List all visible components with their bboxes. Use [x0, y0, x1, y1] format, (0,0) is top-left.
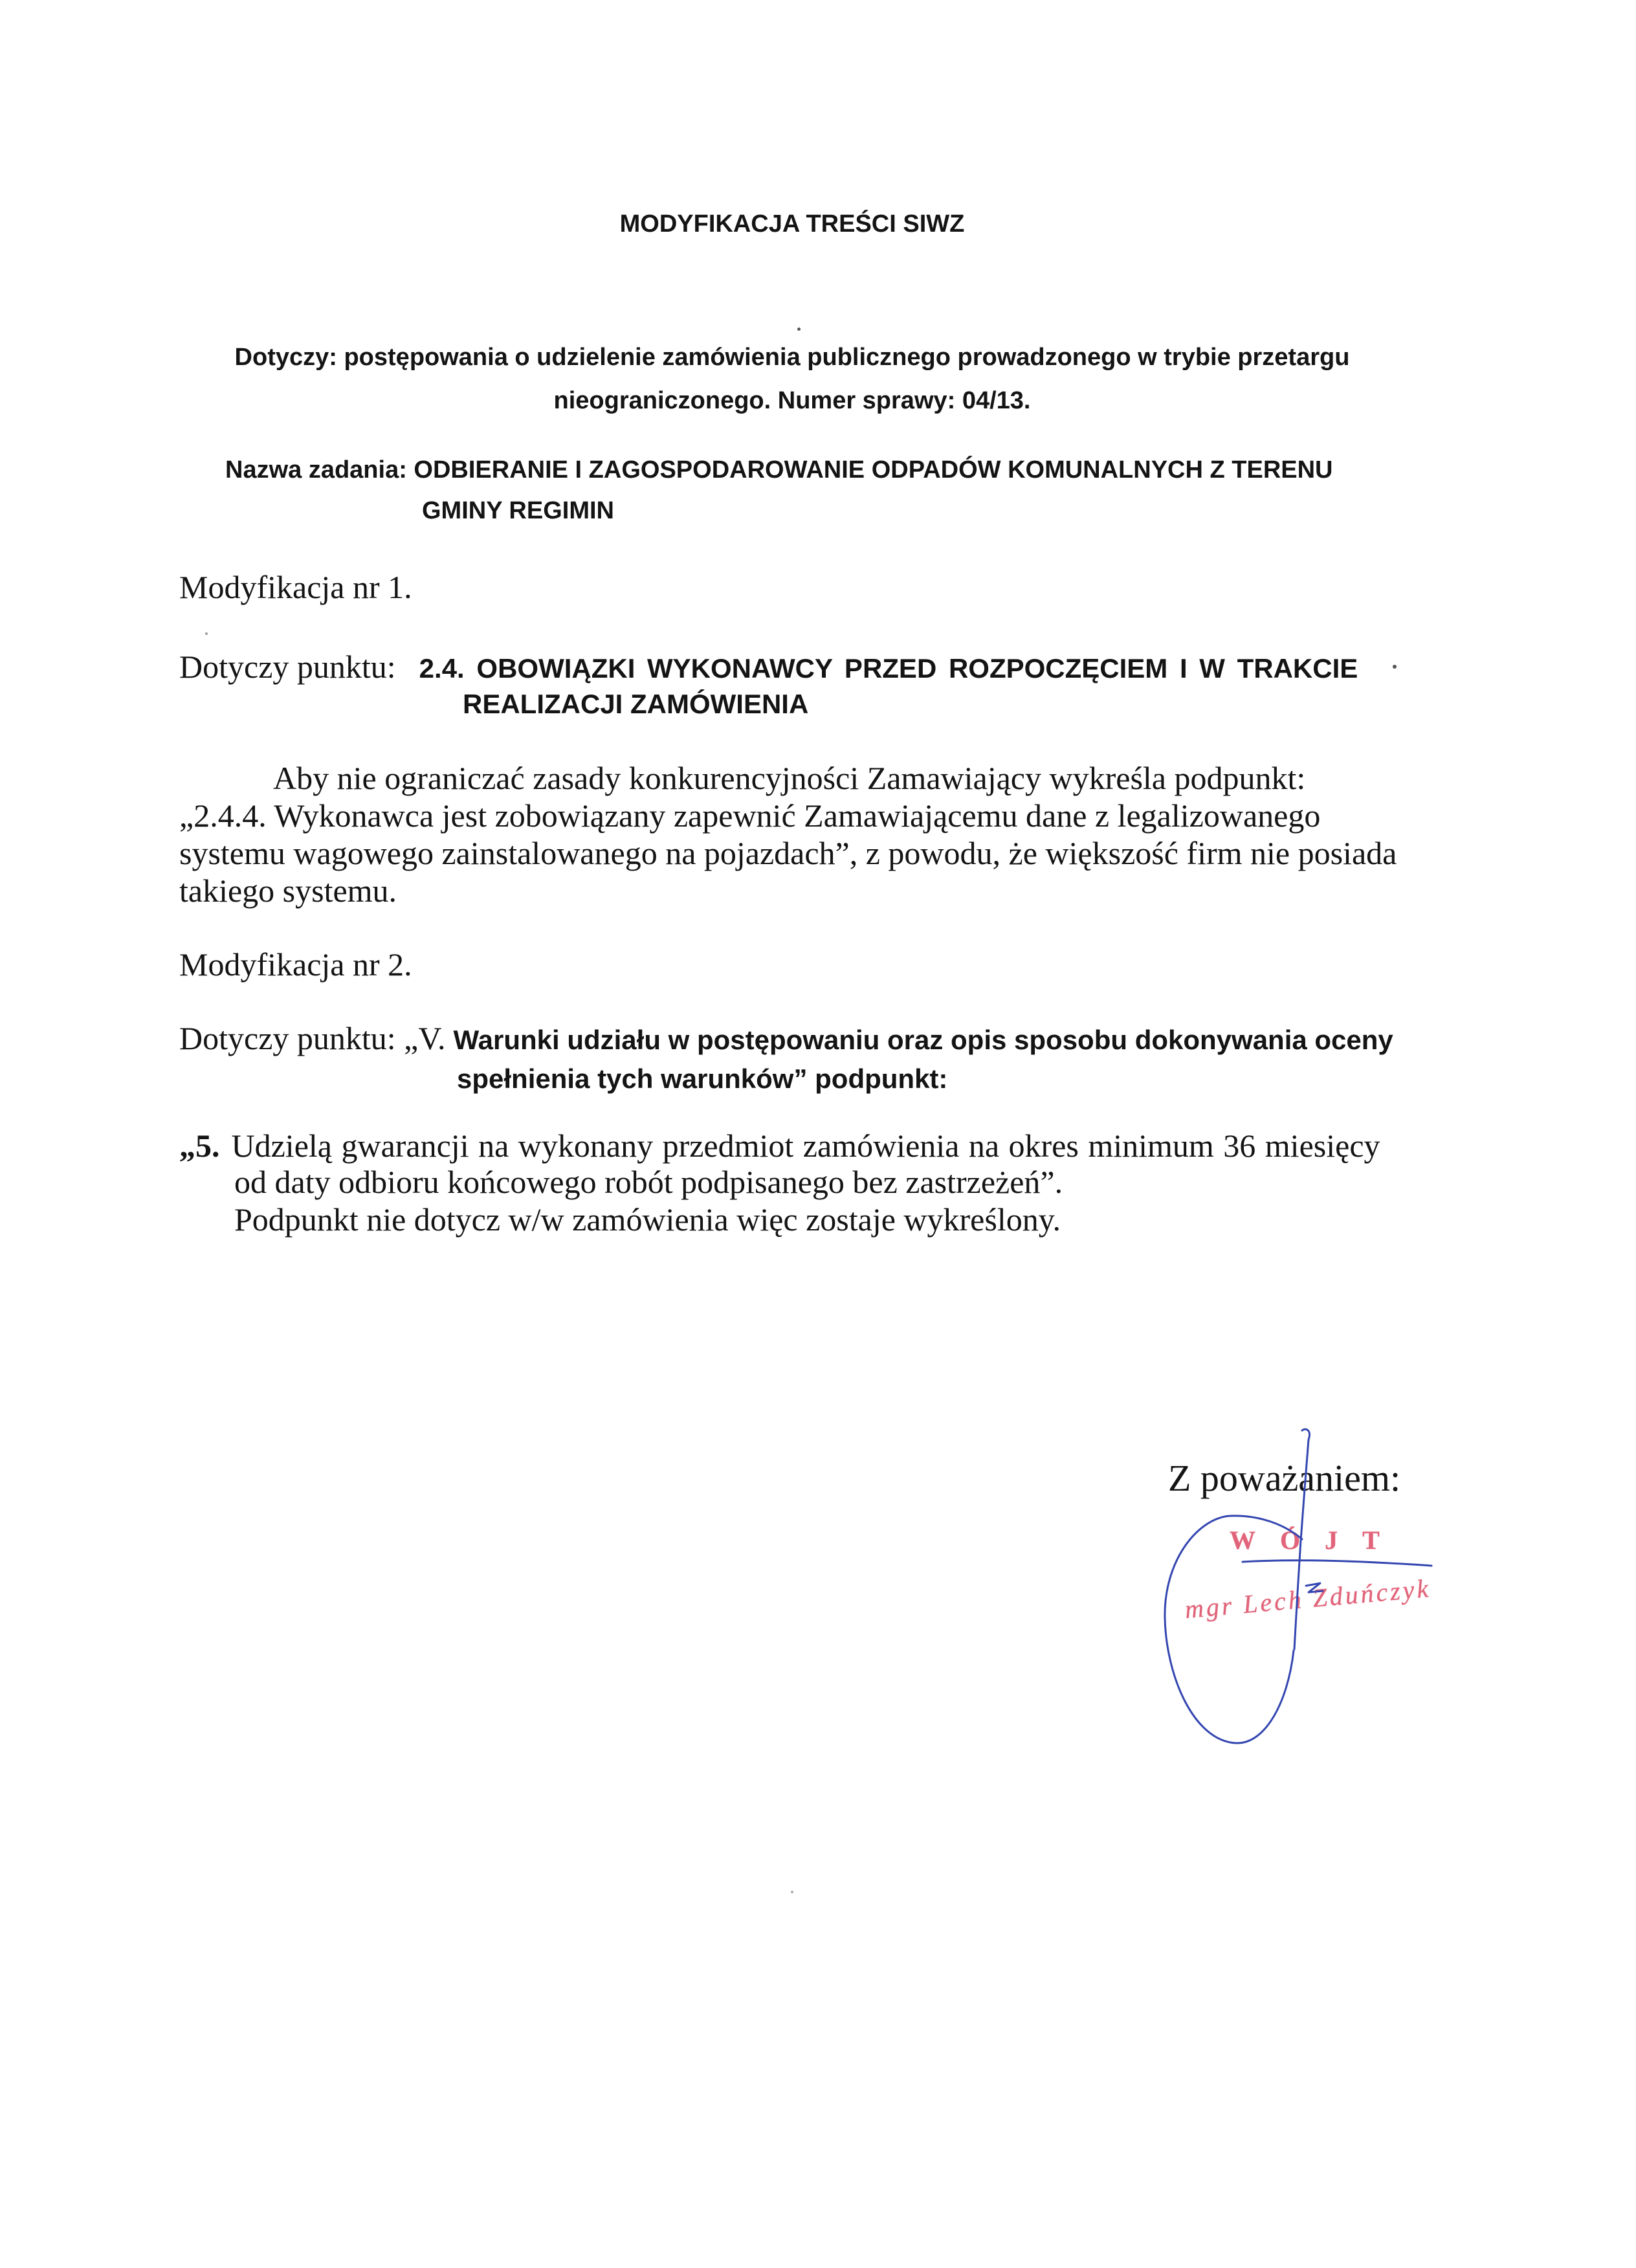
- signature-flourish-stroke: [1306, 1583, 1323, 1592]
- handwritten-signature: [1133, 1392, 1488, 1780]
- modification-1-point-title: 2.4. OBOWIĄZKI WYKONAWCY PRZED ROZPOCZĘCIEM I W TRAKCIE: [419, 653, 1358, 684]
- task-name-line-1: Nazwa zadania: ODBIERANIE I ZAGOSPODAROWANIE ODPADÓW KOMUNALNYCH Z TERENU: [225, 456, 1333, 484]
- modification-1-body-line-3: systemu wagowego zainstalowanego na pojazdach”, z powodu, że większość firm nie posiada: [179, 835, 1397, 871]
- document-title: MODYFIKACJA TREŚCI SIWZ: [619, 210, 965, 238]
- modification-2-heading: Modyfikacja nr 2.: [179, 946, 412, 983]
- subject-line-2: nieograniczonego. Numer sprawy: 04/13.: [553, 387, 1031, 414]
- stamp-name: mgr Lech Zduńczyk: [1183, 1573, 1432, 1624]
- closing-salutation: Z poważaniem:: [1168, 1457, 1401, 1499]
- modification-2-body-line-3: Podpunkt nie dotycz w/w zamówienia więc zostaje wykreślony.: [234, 1201, 1061, 1238]
- modification-2-body-line-2: od daty odbioru końcowego robót podpisanego bez zastrzeżeń”.: [234, 1164, 1063, 1200]
- task-name-line-2: GMINY REGIMIN: [422, 497, 614, 524]
- scan-speck: [1393, 665, 1397, 669]
- modification-2-point-line: [179, 1022, 1393, 1054]
- modification-1-body-line-1: Aby nie ograniczać zasady konkurencyjności Zamawiający wykreśla podpunkt:: [273, 760, 1306, 796]
- modification-2-item-line: [179, 1129, 1380, 1162]
- modification-1-body-line-2: „2.4.4. Wykonawca jest zobowiązany zapewnić Zamawiającemu dane z legalizowanego: [179, 797, 1321, 834]
- subject-line-1: Dotyczy: postępowania o udzielenie zamówienia publicznego prowadzonego w trybie przetargu: [234, 344, 1350, 371]
- scan-speck: [797, 328, 801, 331]
- modification-2-item-number: „5.: [179, 1128, 220, 1164]
- signature-horizontal-stroke: [1243, 1561, 1432, 1566]
- modification-1-body-line-4: takiego systemu.: [179, 873, 397, 909]
- scan-speck: [205, 632, 208, 635]
- scan-speck: [791, 1891, 793, 1893]
- stamp-title: WÓJT: [1230, 1526, 1404, 1555]
- modification-1-point-title-cont: REALIZACJI ZAMÓWIENIA: [463, 689, 809, 719]
- modification-2-point-title-cont: spełnienia tych warunków” podpunkt:: [457, 1063, 948, 1094]
- modification-1-point-label: Dotyczy punktu:: [179, 649, 396, 685]
- modification-2-point-title: Warunki udziału w postępowaniu oraz opis sposobu dokonywania oceny: [453, 1025, 1393, 1055]
- modification-2-point-label: Dotyczy punktu: „V.: [179, 1020, 446, 1056]
- modification-1-point-line: [179, 650, 1358, 683]
- signature-oval-stroke: [1165, 1516, 1302, 1743]
- modification-1-heading: Modyfikacja nr 1.: [179, 569, 412, 605]
- modification-2-body-line-1: Udzielą gwarancji na wykonany przedmiot zamówienia na okres minimum 36 miesięcy: [231, 1128, 1380, 1164]
